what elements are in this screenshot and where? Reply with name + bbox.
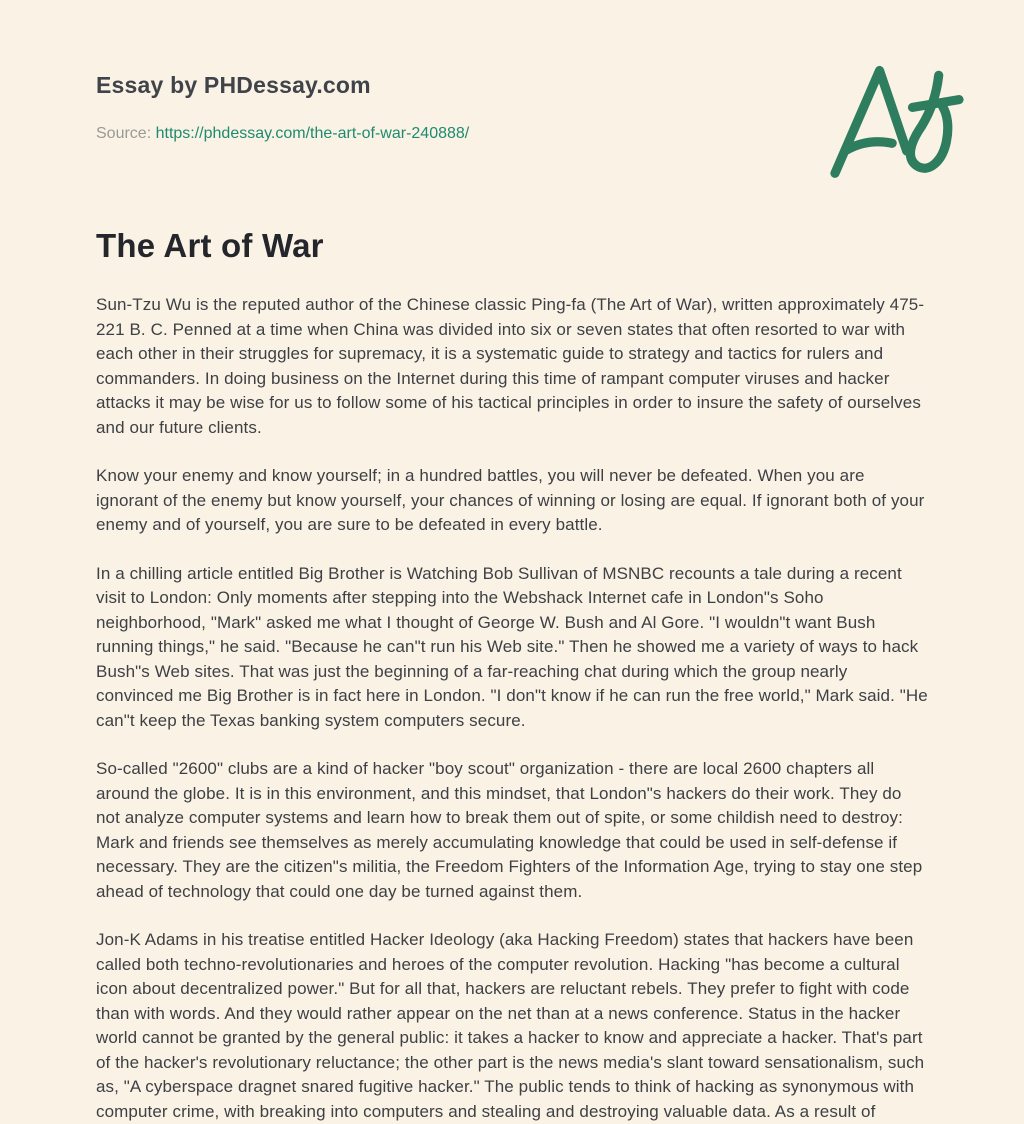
article-body	[96, 293, 928, 1124]
source-row	[96, 125, 928, 143]
byline: Essay by PHDessay.com	[96, 72, 371, 98]
source-link[interactable]: https://phdessay.com/the-art-of-war-240888/	[155, 125, 470, 142]
source-label: Source:	[96, 125, 152, 142]
essay-paragraph: Sun-Tzu Wu is the reputed author of the Chinese classic Ping-fa (The Art of War), written approximately 475-221 B. C. Penned at a time when China was divided into six or seven states that often resorted to war with each other in their struggles for supremacy, it is a systematic guide to strategy and tactics for rulers and commanders. In doing business on the Internet during this time of rampant computer viruses and hacker attacks it may be wise for us to follow some of his tactical principles in order to insure the safety of ourselves and our future clients.	[96, 295, 925, 437]
phdessay-logo	[826, 56, 968, 182]
essay-paragraph: Know your enemy and know yourself; in a hundred battles, you will never be defeated. When you are ignorant of the enemy but know yourself, your chances of winning or losing are equal. If ignorant both of your enemy and of yourself, you are sure to be defeated in every battle.	[96, 466, 925, 534]
essay-paragraph: Jon-K Adams in his treatise entitled Hacker Ideology (aka Hacking Freedom) states that hackers have been called both techno-revolutionaries and heroes of the computer revolution. Hacking "has become a cultural icon about decentralized power." But for all that, hackers are reluctant rebels. They prefer to fight with code than with words. And they would rather appear on the net than at a news conference. Status in the hacker world cannot be granted by the general public: it takes a hacker to know and appreciate a hacker. That's part of the hacker's revolutionary reluctance; the other part is the news media's slant toward sensationalism, such as, "A cyberspace dragnet snared fugitive hacker." The public tends to think of hacking as synonymous with computer crime, with breaking into computers and stealing and destroying valuable data. As a result of	[96, 930, 925, 1121]
essay-paragraph: In a chilling article entitled Big Brother is Watching Bob Sullivan of MSNBC recounts a tale during a recent visit to London: Only moments after stepping into the Webshack Internet cafe in London"s Soho neighborhood, "Mark" asked me what I thought of George W. Bush and Al Gore. "I wouldn"t want Bush running things," he said. "Because he can"t run his Web site." Then he showed me a variety of ways to hack Bush"s Web sites. That was just the beginning of a far-reaching chat during which the group nearly convinced me Big Brother is in fact here in London. "I don"t know if he can run the free world," Mark said. "He can"t keep the Texas banking system computers secure.	[96, 563, 928, 730]
a-plus-logo-icon	[826, 56, 968, 182]
essay-paragraph: So-called "2600" clubs are a kind of hacker "boy scout" organization - there are local 2600 chapters all around the globe. It is in this environment, and this mindset, that London"s hackers do their work. They do not analyze computer systems and learn how to break them out of spite, or some childish need to destroy: Mark and friends see themselves as merely accumulating knowledge that could be used in self-defense if necessary. They are the citizen"s militia, the Freedom Fighters of the Information Age, trying to stay one step ahead of technology that could one day be turned against them.	[96, 759, 923, 901]
page-title: The Art of War	[96, 227, 324, 264]
